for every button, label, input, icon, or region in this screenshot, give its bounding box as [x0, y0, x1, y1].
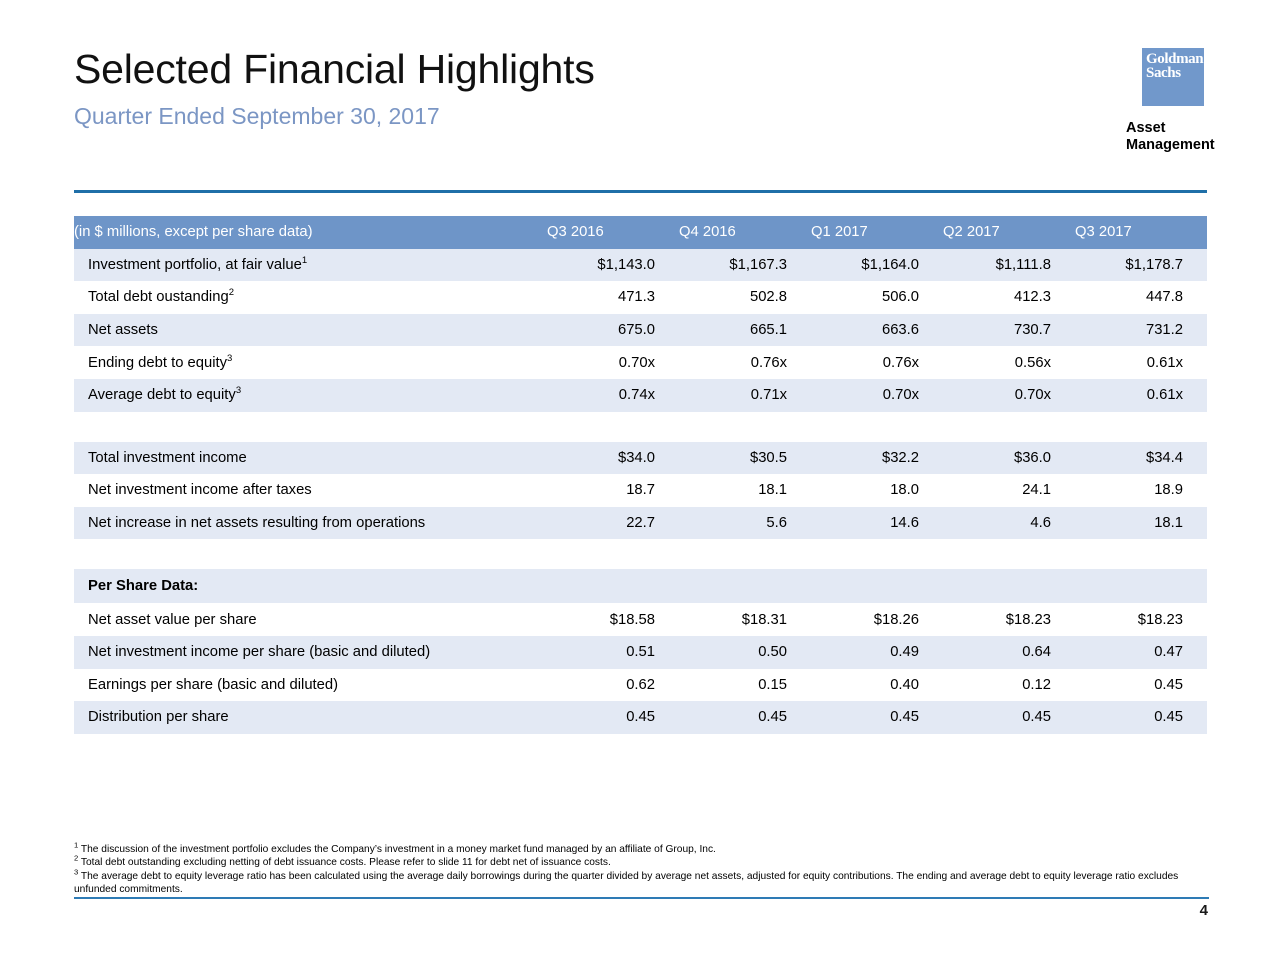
logo-caption-line-1: Asset	[1126, 120, 1166, 136]
row-label: Distribution per share	[74, 701, 547, 734]
row-label: Net investment income per share (basic and diluted)	[74, 636, 547, 669]
row-value: 0.74x	[547, 379, 679, 412]
table-row	[74, 346, 1207, 379]
row-value: 471.3	[547, 281, 679, 314]
row-value: $1,167.3	[679, 249, 811, 282]
row-value: 0.47	[1075, 636, 1207, 669]
row-value: 663.6	[811, 314, 943, 347]
row-value: $1,178.7	[1075, 249, 1207, 282]
footnote-marker: 3	[235, 385, 242, 397]
row-value: 0.51	[547, 636, 679, 669]
row-value: 447.8	[1075, 281, 1207, 314]
row-value: 24.1	[943, 474, 1075, 507]
row-value: 0.45	[679, 701, 811, 734]
row-value: 0.40	[811, 669, 943, 702]
table-row	[74, 249, 1207, 282]
row-value: 0.12	[943, 669, 1075, 702]
table-row	[74, 442, 1207, 475]
column-header-q3-2016: Q3 2016	[547, 216, 679, 249]
page-subtitle: Quarter Ended September 30, 2017	[74, 103, 440, 130]
footnote-2-text: Total debt outstanding excluding netting of debt issuance costs. Please refer to slide 11 for debt net of issuance costs.	[80, 857, 611, 869]
row-value: 0.76x	[811, 346, 943, 379]
row-value: 506.0	[811, 281, 943, 314]
table-row	[74, 314, 1207, 347]
row-value: 18.9	[1075, 474, 1207, 507]
footnote-1-text: The discussion of the investment portfolio excludes the Company’s investment in a money market fund managed by an affiliate of Group, Inc.	[80, 844, 716, 855]
row-value: $36.0	[943, 442, 1075, 475]
row-value: 0.61x	[1075, 346, 1207, 379]
column-header-label: (in $ millions, except per share data)	[74, 216, 547, 249]
row-value: 0.45	[943, 701, 1075, 734]
column-header-q4-2016: Q4 2016	[679, 216, 811, 249]
row-value: $18.58	[547, 603, 679, 636]
row-label: Average debt to equity$^3$	[74, 379, 547, 412]
row-value: 0.70x	[811, 379, 943, 412]
row-value: $30.5	[679, 442, 811, 475]
row-value: 18.1	[679, 474, 811, 507]
column-header-q1-2017: Q1 2017	[811, 216, 943, 249]
logo-caption	[1126, 120, 1215, 153]
brand-line-1: Goldman	[1146, 51, 1204, 67]
table-row	[74, 379, 1207, 412]
brand-mark-text	[1146, 52, 1203, 80]
row-value: 0.45	[547, 701, 679, 734]
row-value: 0.70x	[943, 379, 1075, 412]
row-value: 22.7	[547, 507, 679, 540]
row-value: 502.8	[679, 281, 811, 314]
row-label: Total investment income	[74, 442, 547, 475]
table-header	[74, 216, 1207, 249]
row-label: Net investment income after taxes	[74, 474, 547, 507]
row-label: Investment portfolio, at fair value$^1$	[74, 249, 547, 282]
page-number: 4	[1199, 902, 1208, 919]
row-value: 0.76x	[679, 346, 811, 379]
row-value: 0.71x	[679, 379, 811, 412]
footnote-2-marker: 2	[74, 854, 79, 864]
row-label: Net increase in net assets resulting from operations	[74, 507, 547, 540]
row-value: $18.31	[679, 603, 811, 636]
row-value: 5.6	[679, 507, 811, 540]
header-divider	[74, 190, 1207, 193]
row-label: Net asset value per share	[74, 603, 547, 636]
footnote-3-text: The average debt to equity leverage ratio has been calculated using the average daily borrowings during the quarter divided by average net assets, adjusted for equity contributions. The ending and average debt to equity leverage ratio excludes unfunded commitments.	[74, 870, 1179, 896]
table-header-row	[74, 216, 1207, 249]
row-value: 0.15	[679, 669, 811, 702]
row-value: 0.45	[1075, 701, 1207, 734]
row-value: $1,164.0	[811, 249, 943, 282]
footnote-marker: 1	[301, 254, 308, 266]
row-value: $18.26	[811, 603, 943, 636]
row-label: Total debt oustanding$^2$	[74, 281, 547, 314]
slide-header	[74, 48, 1084, 129]
row-value: 730.7	[943, 314, 1075, 347]
table-row	[74, 281, 1207, 314]
footnote-1	[74, 840, 1209, 856]
row-value: 0.61x	[1075, 379, 1207, 412]
footnote-1-marker: 1	[74, 840, 79, 850]
row-value: $18.23	[943, 603, 1075, 636]
row-value: 0.45	[1075, 669, 1207, 702]
row-value: 0.64	[943, 636, 1075, 669]
table-spacer-row	[74, 412, 1207, 442]
row-value: 412.3	[943, 281, 1075, 314]
row-value: 0.50	[679, 636, 811, 669]
row-value: $34.4	[1075, 442, 1207, 475]
table-row	[74, 474, 1207, 507]
row-value: 731.2	[1075, 314, 1207, 347]
page-title: Selected Financial Highlights	[74, 46, 595, 92]
row-value: 18.7	[547, 474, 679, 507]
row-value: 675.0	[547, 314, 679, 347]
row-value: 14.6	[811, 507, 943, 540]
table-row	[74, 701, 1207, 734]
table-row	[74, 636, 1207, 669]
column-header-q3-2017: Q3 2017	[1075, 216, 1207, 249]
footnote-2	[74, 856, 1209, 869]
row-label: Ending debt to equity$^3$	[74, 346, 547, 379]
row-label: Earnings per share (basic and diluted)	[74, 669, 547, 702]
row-value: 18.0	[811, 474, 943, 507]
row-value: 0.49	[811, 636, 943, 669]
row-value: $32.2	[811, 442, 943, 475]
section-header-label: Per Share Data:	[74, 569, 547, 603]
footnote-3	[74, 867, 1209, 897]
table-section-header-row	[74, 569, 1207, 603]
brand-line-2: Sachs	[1146, 65, 1181, 81]
row-value: 0.70x	[547, 346, 679, 379]
table-row	[74, 507, 1207, 540]
footer-divider	[74, 897, 1209, 899]
brand-mark-icon	[1142, 48, 1204, 106]
row-value: 0.56x	[943, 346, 1075, 379]
row-value: $34.0	[547, 442, 679, 475]
column-header-q2-2017: Q2 2017	[943, 216, 1075, 249]
row-value: 18.1	[1075, 507, 1207, 540]
row-value: $18.23	[1075, 603, 1207, 636]
row-value: 665.1	[679, 314, 811, 347]
footnotes	[74, 840, 1209, 897]
footnote-3-marker: 3	[74, 867, 79, 877]
row-value: $1,111.8	[943, 249, 1075, 282]
row-value: 4.6	[943, 507, 1075, 540]
financial-highlights-table	[74, 216, 1207, 734]
row-value: 0.45	[811, 701, 943, 734]
row-label: Net assets	[74, 314, 547, 347]
row-value: $1,143.0	[547, 249, 679, 282]
footnote-marker: 3	[227, 352, 233, 364]
table-row	[74, 603, 1207, 636]
row-value: 0.62	[547, 669, 679, 702]
table-spacer-row	[74, 539, 1207, 569]
table-body	[74, 249, 1207, 734]
footnote-marker: 2	[228, 287, 234, 299]
goldman-sachs-logo	[1106, 48, 1215, 153]
logo-caption-line-2: Management	[1126, 136, 1215, 153]
financial-table-container	[74, 216, 1207, 734]
table-row	[74, 669, 1207, 702]
